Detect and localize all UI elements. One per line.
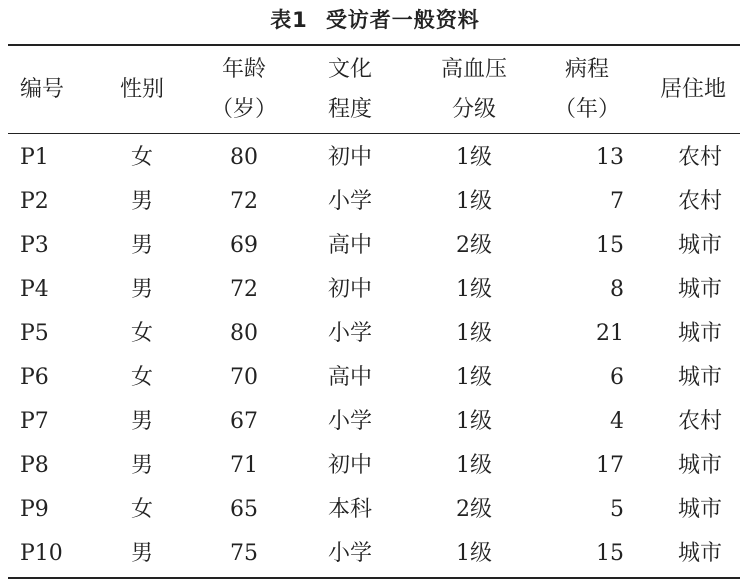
cell-id: P3 [20,233,49,258]
cell-disease-course: 5 [610,497,624,522]
header-education-line1: 文化 [327,57,372,82]
header-education [294,48,406,132]
cell-education: 小学 [327,189,372,214]
header-row [8,48,740,132]
table-header [8,48,740,132]
cell-education: 高中 [327,233,372,258]
cell-residence: 城市 [677,321,722,346]
cell-id: P7 [20,409,49,434]
header-hypertension-grade [406,48,542,132]
cell-residence: 农村 [677,409,722,434]
cell-sex: 男 [130,453,153,478]
table-body [8,136,740,576]
cell-disease-course: 15 [596,541,624,566]
table-row [8,312,740,356]
cell-hypertension-grade: 2级 [456,233,492,258]
header-education-line2: 程度 [327,97,372,122]
header-age-line2: （岁） [210,97,277,122]
cell-id: P10 [20,541,63,566]
header-disease-course-line1: 病程 [564,57,609,82]
cell-age: 80 [230,321,258,346]
cell-sex: 女 [130,321,153,346]
cell-education: 小学 [327,541,372,566]
table-number: 表1 [270,8,308,32]
cell-id: P5 [20,321,49,346]
cell-sex: 男 [130,189,153,214]
cell-id: P6 [20,365,49,390]
cell-residence: 农村 [677,189,722,214]
header-hypertension-grade-line1: 高血压 [440,57,507,82]
header-sex: 性别 [119,77,164,102]
cell-age: 65 [230,497,258,522]
cell-residence: 城市 [677,365,722,390]
cell-sex: 女 [130,365,153,390]
header-disease-course-line2: （年） [553,97,620,122]
cell-disease-course: 21 [596,321,624,346]
cell-disease-course: 8 [610,277,624,302]
cell-education: 高中 [327,365,372,390]
table-row [8,180,740,224]
cell-residence: 农村 [677,145,722,170]
bottom-rule [8,577,740,579]
cell-education: 本科 [327,497,372,522]
cell-education: 小学 [327,321,372,346]
cell-disease-course: 17 [596,453,624,478]
table-row [8,400,740,444]
cell-education: 初中 [327,277,372,302]
cell-residence: 城市 [677,497,722,522]
header-age-line1: 年龄 [221,57,266,82]
table-row [8,356,740,400]
cell-sex: 女 [130,145,153,170]
cell-hypertension-grade: 1级 [456,541,492,566]
table-row [8,268,740,312]
header-disease-course [542,48,632,132]
cell-residence: 城市 [677,453,722,478]
header-rule [8,133,740,134]
table-row [8,224,740,268]
cell-education: 小学 [327,409,372,434]
cell-id: P8 [20,453,49,478]
cell-hypertension-grade: 1级 [456,409,492,434]
cell-hypertension-grade: 1级 [456,453,492,478]
table-title: 受访者一般资料 [325,8,480,32]
cell-age: 75 [230,541,258,566]
table-caption [0,6,750,34]
cell-hypertension-grade: 1级 [456,365,492,390]
table-row [8,488,740,532]
cell-residence: 城市 [677,541,722,566]
cell-disease-course: 4 [610,409,624,434]
header-residence: 居住地 [659,77,726,102]
cell-sex: 女 [130,497,153,522]
cell-age: 80 [230,145,258,170]
cell-age: 72 [230,277,258,302]
cell-id: P1 [20,145,49,170]
cell-disease-course: 7 [610,189,624,214]
cell-education: 初中 [327,453,372,478]
table-row [8,444,740,488]
cell-disease-course: 13 [596,145,624,170]
cell-sex: 男 [130,277,153,302]
cell-hypertension-grade: 2级 [456,497,492,522]
table-row [8,532,740,576]
cell-hypertension-grade: 1级 [456,189,492,214]
cell-disease-course: 6 [610,365,624,390]
cell-id: P2 [20,189,49,214]
header-age [194,48,294,132]
header-hypertension-grade-line2: 分级 [451,97,496,122]
table-row [8,136,740,180]
cell-age: 70 [230,365,258,390]
cell-education: 初中 [327,145,372,170]
header-id: 编号 [20,77,65,102]
cell-sex: 男 [130,541,153,566]
cell-hypertension-grade: 1级 [456,321,492,346]
cell-hypertension-grade: 1级 [456,145,492,170]
cell-id: P4 [20,277,49,302]
top-rule [8,44,740,46]
cell-age: 72 [230,189,258,214]
cell-hypertension-grade: 1级 [456,277,492,302]
cell-age: 71 [230,453,258,478]
cell-id: P9 [20,497,49,522]
cell-sex: 男 [130,233,153,258]
cell-age: 69 [230,233,258,258]
cell-disease-course: 15 [596,233,624,258]
cell-sex: 男 [130,409,153,434]
cell-age: 67 [230,409,258,434]
cell-residence: 城市 [677,233,722,258]
cell-residence: 城市 [677,277,722,302]
